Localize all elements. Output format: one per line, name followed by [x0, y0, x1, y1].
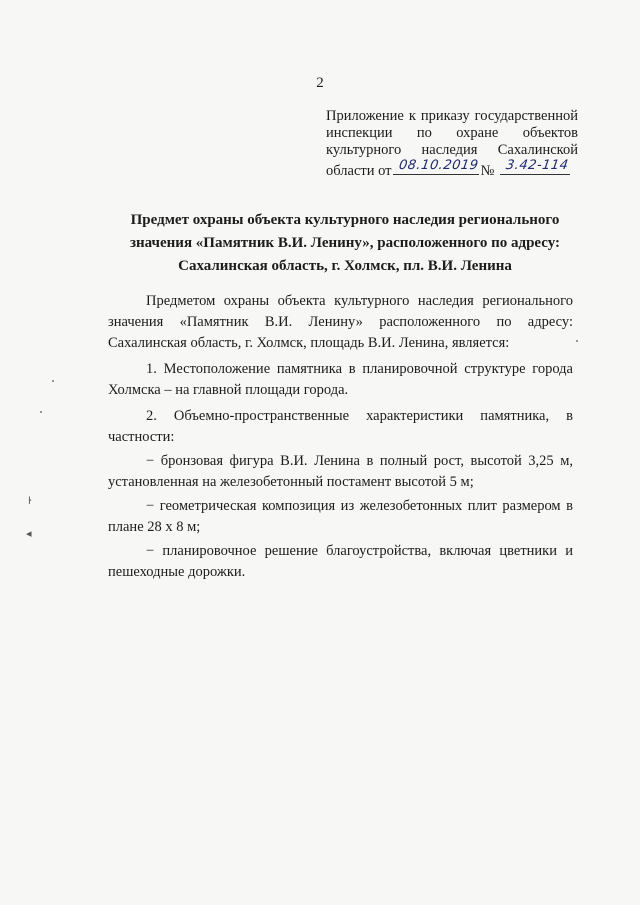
appendix-word: Приложение: [326, 108, 404, 124]
document-body: [108, 291, 573, 586]
appendix-note: [326, 108, 578, 180]
appendix-word: объектов: [522, 125, 578, 141]
appendix-word: охране: [456, 125, 499, 141]
appendix-line-4: [326, 159, 578, 180]
scan-speck: [52, 380, 54, 382]
page-number: 2: [316, 75, 324, 91]
list-item-characteristics: 2. Объемно-пространственные характеристики памятника, в частности:: [108, 408, 573, 445]
appendix-word: приказу: [420, 108, 470, 124]
appendix-word: наследия: [421, 142, 478, 158]
appendix-line-2: [326, 125, 578, 142]
scan-speck: [40, 411, 42, 413]
number-blank: [500, 159, 570, 175]
scan-mark: ◂: [26, 527, 32, 540]
appendix-word: государственной: [474, 108, 578, 124]
number-sign: №: [480, 163, 495, 179]
appendix-word: по: [416, 125, 432, 141]
sub-item-landscaping: − планировочное решение благоустройства, включая цветники и пешеходные дорожки.: [108, 543, 573, 580]
handwritten-number: 3.42-114: [505, 158, 570, 173]
sub-item-composition: − геометрическая композиция из железобетонных плит размером в плане 28 х 8 м;: [108, 498, 573, 535]
handwritten-date: 08.10.2019: [397, 158, 479, 173]
document-title: Предмет охраны объекта культурного наследия регионального значения «Памятник В.И. Ленину», расположенного по адресу: Сахалинская область, г. Холмск, пл. В.И. Ленина: [129, 212, 561, 274]
appendix-word: культурного: [326, 142, 402, 158]
scan-speck: [576, 340, 578, 342]
appendix-line-1: [326, 108, 578, 125]
date-blank: [393, 159, 479, 175]
sub-item-statue: − бронзовая фигура В.И. Ленина в полный рост, высотой 3,25 м, установленная на железобетонный постамент высотой 5 м;: [108, 453, 573, 490]
scan-mark: ŀ: [28, 496, 32, 507]
list-item-location: 1. Местоположение памятника в планировочной структуре города Холмска – на главной площади города.: [108, 361, 573, 398]
date-prefix: области от: [326, 163, 392, 179]
appendix-word: инспекции: [326, 125, 393, 141]
intro-paragraph: Предметом охраны объекта культурного наследия регионального значения «Памятник В.И. Ленину» расположенного по адресу: Сахалинская область, г. Холмск, площадь В.И. Ленина, является:: [108, 293, 573, 351]
appendix-word: Сахалинской: [497, 142, 578, 158]
appendix-word: к: [408, 108, 416, 124]
